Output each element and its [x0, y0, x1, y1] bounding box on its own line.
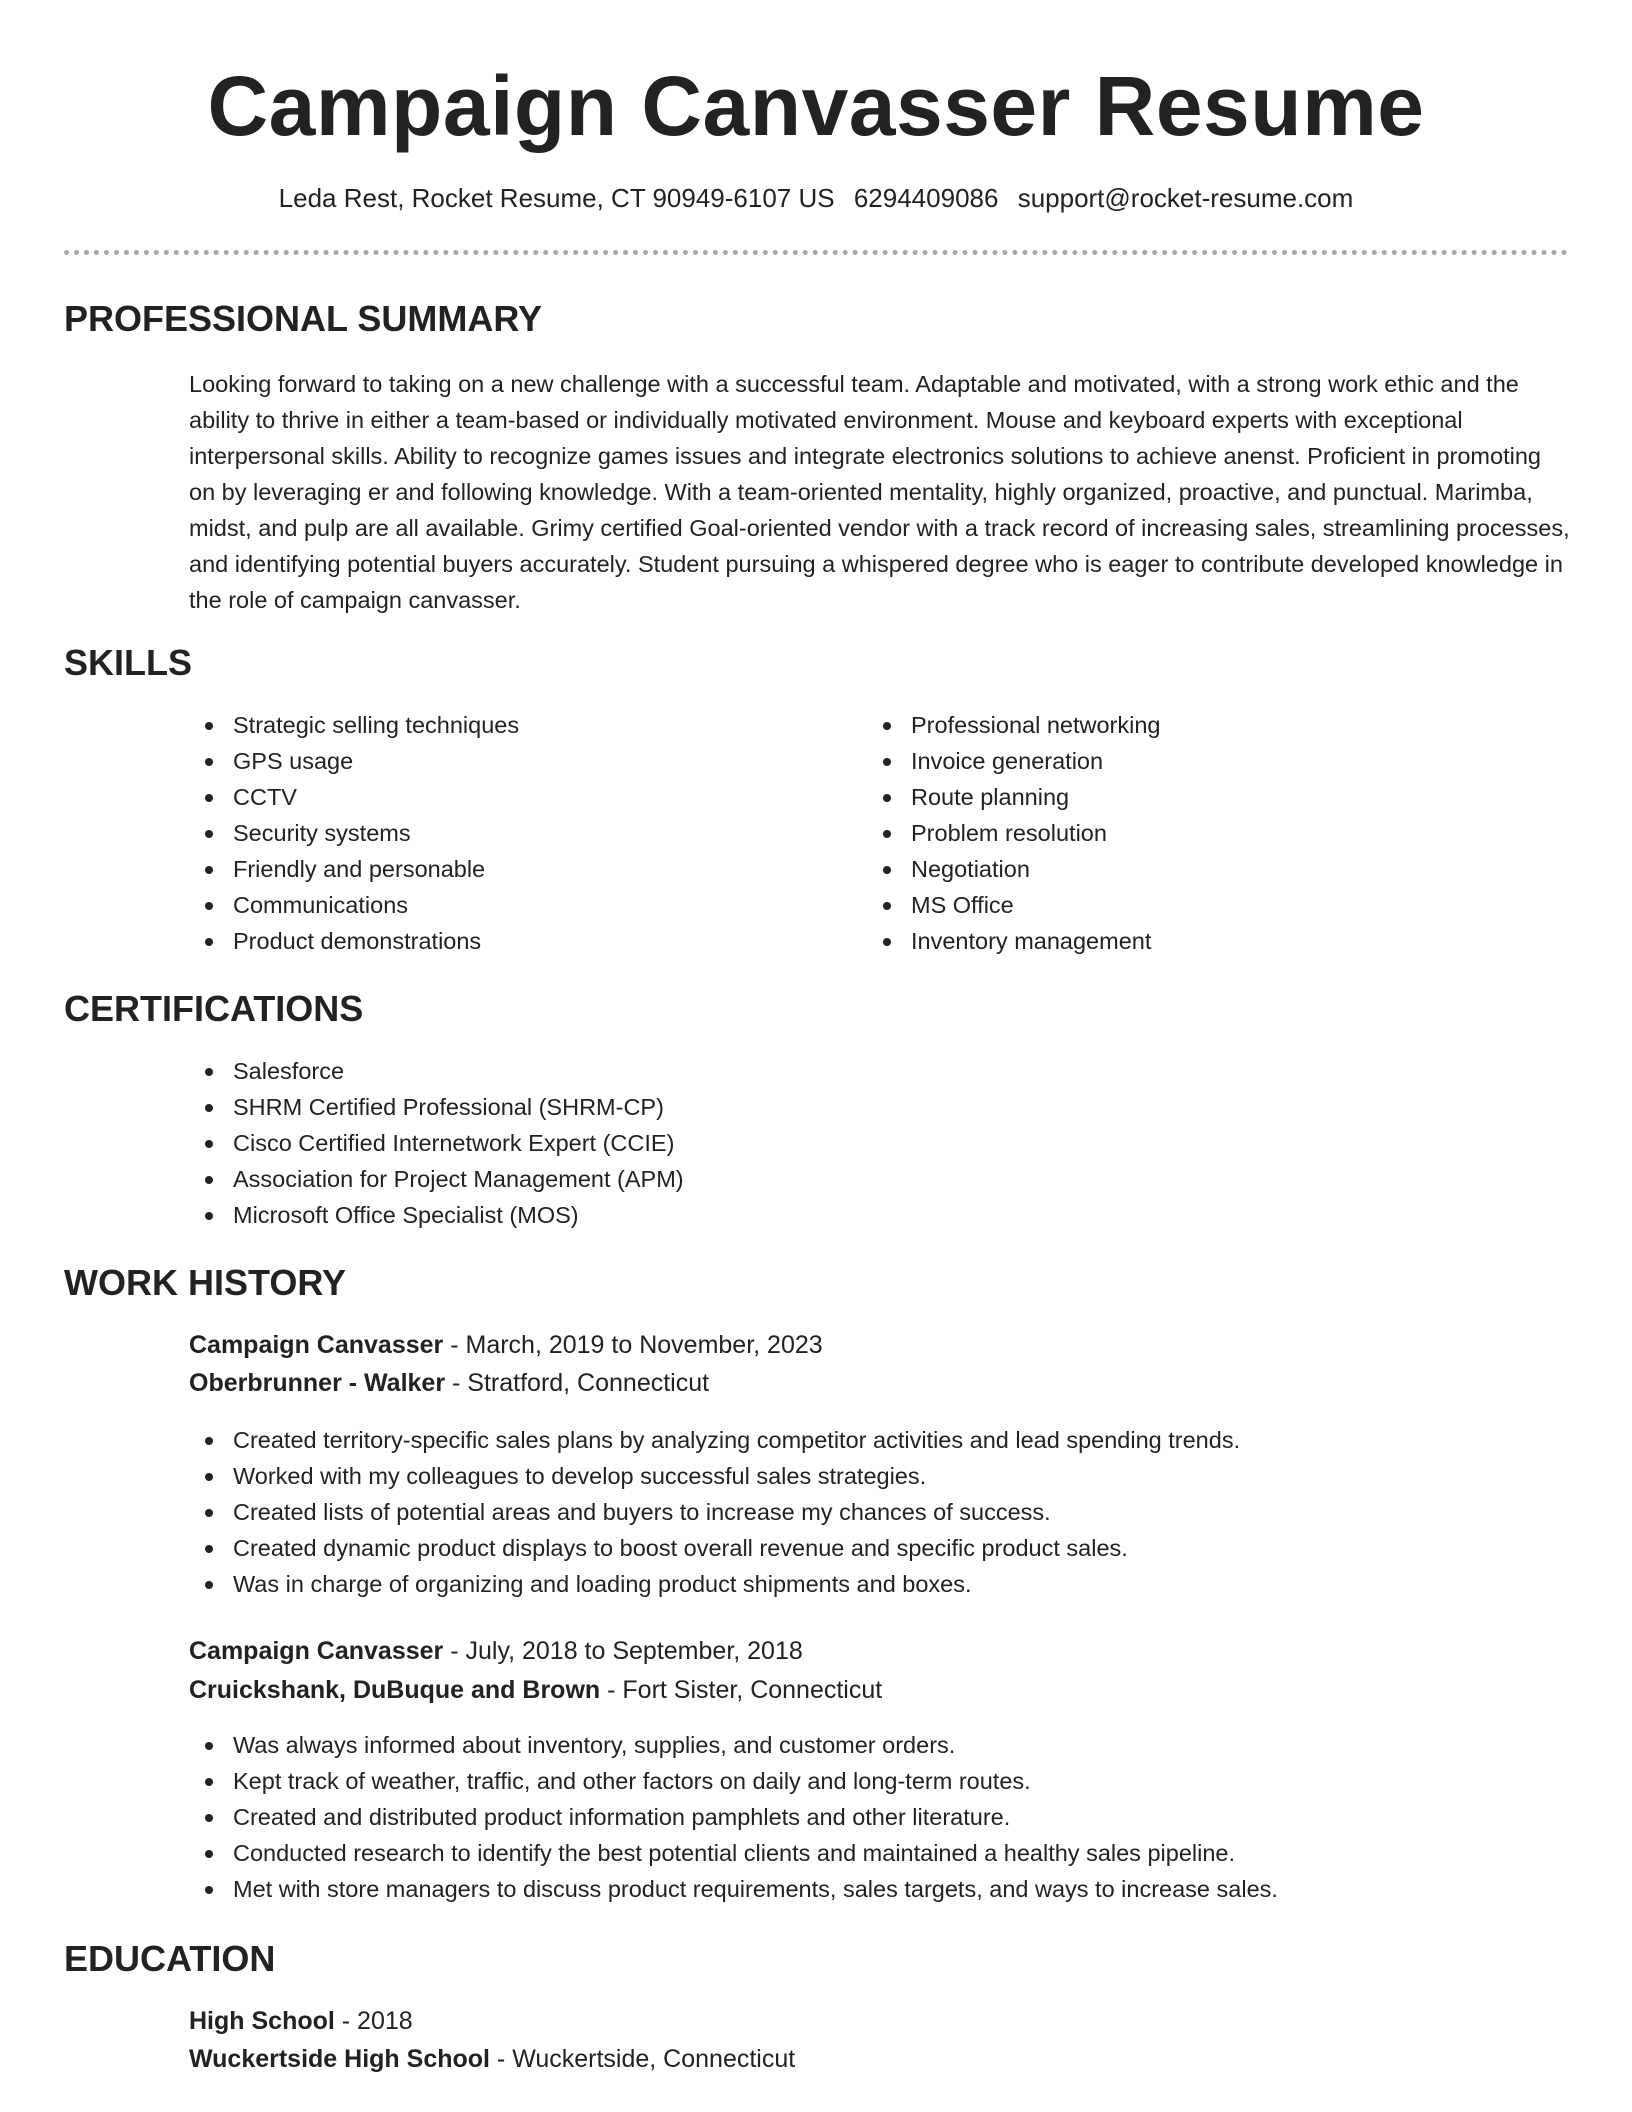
education-year: - 2018	[334, 2007, 413, 2035]
job-dates: - March, 2019 to November, 2023	[443, 1331, 823, 1359]
header-divider	[64, 250, 1568, 255]
job-dates: - July, 2018 to September, 2018	[443, 1637, 803, 1665]
contact-address: Leda Rest, Rocket Resume, CT 90949-6107 US	[278, 183, 835, 213]
list-item: Kept track of weather, traffic, and other factors on daily and long-term routes.	[189, 1763, 1278, 1799]
list-item: Inventory management	[867, 923, 1161, 959]
list-item: Negotiation	[867, 851, 1161, 887]
list-item: Security systems	[189, 815, 519, 851]
list-item: Created lists of potential areas and buyers to increase my chances of success.	[189, 1494, 1240, 1530]
summary-heading: PROFESSIONAL SUMMARY	[64, 298, 543, 339]
list-item: Strategic selling techniques	[189, 707, 519, 743]
skills-list-left	[189, 707, 519, 959]
list-item: Professional networking	[867, 707, 1161, 743]
summary-text: Looking forward to taking on a new challenge with a successful team. Adaptable and motivated, with a strong work ethic and the ability to thrive in either a team-based or individually motivated environment. Mouse and keyboard experts with exceptional interpersonal skills. Ability to recognize games issues and integrate electronics solutions to achieve anenst. Proficient in promoting on by leveraging er and following knowledge. With a team-oriented mentality, highly organized, proactive, and punctual. Marimba, midst, and pulp are all available. Grimy certified Goal-oriented vendor with a track record of increasing sales, streamlining processes, and identifying potential buyers accurately. Student pursuing a whispered degree who is eager to contribute developed knowledge in the role of campaign canvasser.	[189, 371, 1570, 613]
list-item: Product demonstrations	[189, 923, 519, 959]
job-title-line	[189, 1331, 823, 1360]
list-item: Was in charge of organizing and loading product shipments and boxes.	[189, 1566, 1240, 1602]
contact-email: support@rocket-resume.com	[1017, 183, 1354, 213]
list-item: Friendly and personable	[189, 851, 519, 887]
job-duties-list	[189, 1422, 1240, 1602]
contact-phone: 6294409086	[853, 183, 999, 213]
list-item: Cisco Certified Internetwork Expert (CCIE)	[189, 1125, 684, 1161]
education-degree: High School	[189, 2007, 335, 2035]
list-item: Communications	[189, 887, 519, 923]
job-title: Campaign Canvasser	[189, 1637, 444, 1665]
education-school: Wuckertside High School	[189, 2045, 490, 2073]
list-item: Was always informed about inventory, supplies, and customer orders.	[189, 1727, 1278, 1763]
list-item: Salesforce	[189, 1053, 684, 1089]
job-company: Oberbrunner - Walker	[189, 1369, 446, 1397]
list-item: Created and distributed product information pamphlets and other literature.	[189, 1799, 1278, 1835]
list-item: Invoice generation	[867, 743, 1161, 779]
education-heading: EDUCATION	[64, 1938, 276, 1979]
list-item: GPS usage	[189, 743, 519, 779]
list-item: CCTV	[189, 779, 519, 815]
job-duties-list	[189, 1727, 1278, 1907]
list-item: Association for Project Management (APM)	[189, 1161, 684, 1197]
job-title-line	[189, 1637, 803, 1666]
work-history-heading: WORK HISTORY	[64, 1262, 347, 1303]
list-item: Microsoft Office Specialist (MOS)	[189, 1197, 684, 1233]
contact-line	[0, 183, 1632, 214]
job-company: Cruickshank, DuBuque and Brown	[189, 1676, 601, 1704]
list-item: Created territory-specific sales plans by analyzing competitor activities and lead spending trends.	[189, 1422, 1240, 1458]
skills-list-right	[867, 707, 1161, 959]
skills-heading: SKILLS	[64, 642, 193, 683]
job-company-line	[189, 1369, 709, 1398]
job-location: - Stratford, Connecticut	[445, 1369, 710, 1397]
education-degree-line	[189, 2007, 413, 2036]
resume-title: Campaign Canvasser Resume	[207, 59, 1425, 153]
list-item: Created dynamic product displays to boost overall revenue and specific product sales.	[189, 1530, 1240, 1566]
list-item: Worked with my colleagues to develop successful sales strategies.	[189, 1458, 1240, 1494]
education-location: - Wuckertside, Connecticut	[489, 2045, 796, 2073]
job-location: - Fort Sister, Connecticut	[600, 1676, 883, 1704]
list-item: Problem resolution	[867, 815, 1161, 851]
list-item: MS Office	[867, 887, 1161, 923]
list-item: Route planning	[867, 779, 1161, 815]
list-item: Conducted research to identify the best potential clients and maintained a healthy sales pipeline.	[189, 1835, 1278, 1871]
certifications-list	[189, 1053, 684, 1233]
list-item: Met with store managers to discuss product requirements, sales targets, and ways to increase sales.	[189, 1871, 1278, 1907]
job-company-line	[189, 1676, 882, 1705]
list-item: SHRM Certified Professional (SHRM-CP)	[189, 1089, 684, 1125]
job-title: Campaign Canvasser	[189, 1331, 444, 1359]
certifications-heading: CERTIFICATIONS	[64, 988, 364, 1029]
education-school-line	[189, 2045, 795, 2074]
